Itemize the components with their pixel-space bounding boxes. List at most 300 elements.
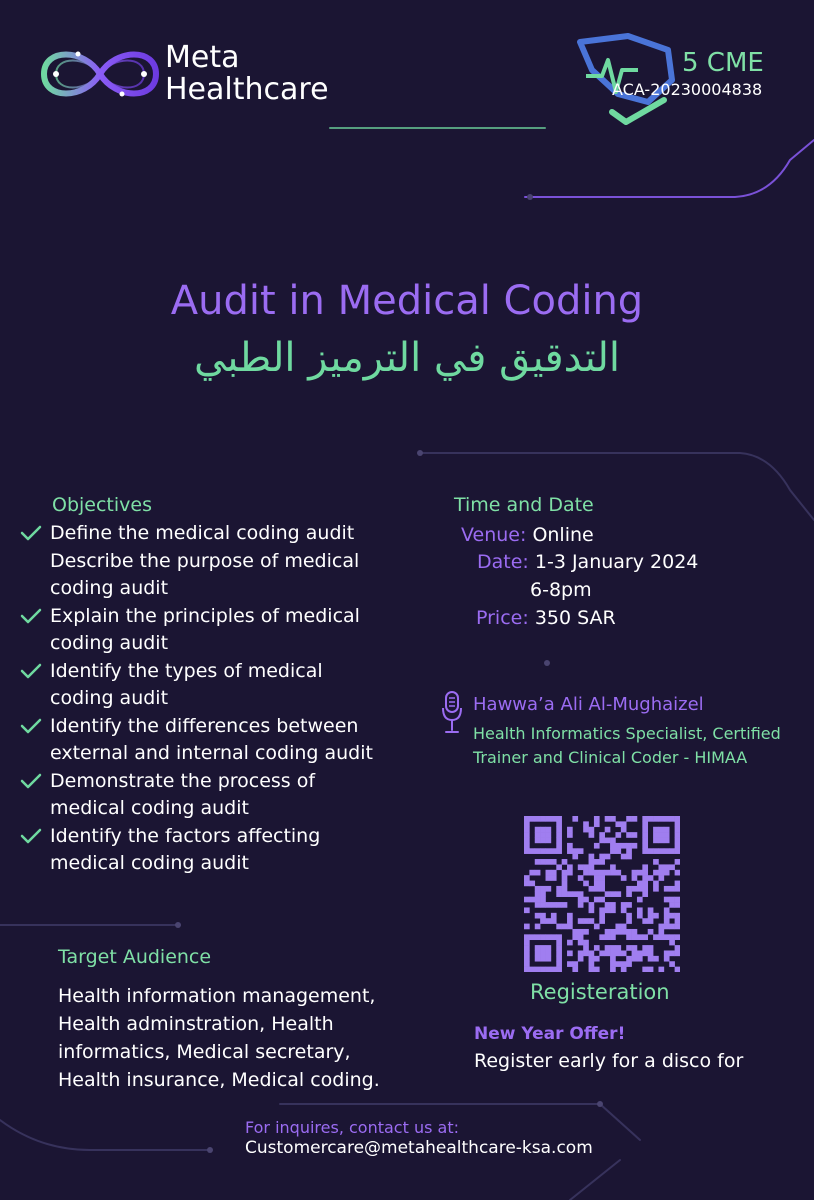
qr-module (621, 929, 627, 935)
accreditation-badge-icon (568, 30, 688, 126)
qr-module (535, 891, 541, 897)
qr-module (546, 838, 552, 844)
qr-module (605, 934, 611, 940)
qr-module (626, 918, 632, 924)
qr-module (632, 929, 638, 935)
qr-module (594, 843, 600, 849)
qr-module (669, 950, 675, 956)
qr-module (610, 870, 616, 876)
qr-module (605, 816, 611, 822)
qr-module (653, 956, 659, 962)
qr-module (567, 924, 573, 930)
qr-module (535, 924, 541, 930)
microphone-icon (440, 690, 464, 736)
qr-module (562, 924, 568, 930)
qr-module (524, 940, 530, 946)
qr-module (524, 961, 530, 967)
offer-text: Register early for a disco for (474, 1050, 744, 1072)
qr-module (529, 816, 535, 822)
qr-module (632, 956, 638, 962)
qr-module (642, 864, 648, 870)
qr-module (642, 870, 648, 876)
qr-module (653, 886, 659, 892)
qr-module (529, 897, 535, 903)
qr-module (540, 945, 546, 951)
qr-module (664, 827, 670, 833)
qr-module (524, 881, 530, 887)
qr-module (556, 961, 562, 967)
qr-module (615, 961, 621, 967)
schedule-heading: Time and Date (454, 494, 594, 516)
qr-module (551, 859, 557, 865)
qr-module (675, 827, 680, 833)
offer-title: New Year Offer! (474, 1024, 626, 1044)
qr-module (524, 832, 530, 838)
qr-module (648, 945, 654, 951)
qr-module (594, 967, 600, 972)
qr-module (546, 902, 552, 908)
qr-module (632, 870, 638, 876)
qr-module (578, 929, 584, 935)
qr-module (664, 918, 670, 924)
qr-module (535, 902, 541, 908)
qr-module (589, 967, 595, 972)
qr-module (535, 967, 541, 972)
accreditation-code: ACA-20230004838 (612, 80, 763, 99)
qr-module (589, 832, 595, 838)
qr-module (524, 956, 530, 962)
qr-module (669, 934, 675, 940)
qr-module (524, 907, 530, 913)
qr-module (648, 816, 654, 822)
qr-module (594, 881, 600, 887)
qr-module (610, 838, 616, 844)
qr-module (572, 934, 578, 940)
qr-module (669, 913, 675, 919)
qr-module (546, 956, 552, 962)
qr-module (556, 886, 562, 892)
qr-module (546, 816, 552, 822)
qr-module (615, 848, 621, 854)
qr-module (599, 897, 605, 903)
qr-module (675, 848, 680, 854)
qr-module (578, 891, 584, 897)
qr-module (556, 967, 562, 972)
qr-module (599, 875, 605, 881)
qr-module (556, 902, 562, 908)
qr-module (589, 854, 595, 860)
qr-module (605, 945, 611, 951)
qr-module (621, 967, 627, 972)
qr-module (562, 886, 568, 892)
qr-module (648, 848, 654, 854)
qr-module (540, 913, 546, 919)
qr-module (567, 913, 573, 919)
qr-module (556, 816, 562, 822)
qr-module (572, 854, 578, 860)
qr-module (675, 816, 680, 822)
qr-module (572, 929, 578, 935)
price-value: 350 SAR (534, 607, 616, 629)
qr-module (642, 886, 648, 892)
qr-module (658, 816, 664, 822)
qr-module (556, 945, 562, 951)
qr-module (583, 929, 589, 935)
registration-label: Registeration (530, 980, 670, 1004)
price-row (476, 607, 616, 629)
qr-module (621, 924, 627, 930)
qr-module (675, 821, 680, 827)
cme-credits: 5 CME (682, 48, 764, 78)
objective-item (20, 823, 390, 878)
qr-module (637, 886, 643, 892)
qr-module (589, 827, 595, 833)
qr-module (658, 924, 664, 930)
qr-module (546, 859, 552, 865)
qr-module (599, 918, 605, 924)
qr-module (589, 870, 595, 876)
qr-module (648, 929, 654, 935)
course-title: Audit in Medical Coding (170, 278, 644, 324)
qr-module (621, 821, 627, 827)
qr-module (546, 967, 552, 972)
qr-module (637, 870, 643, 876)
registration-qr-code[interactable] (524, 816, 680, 972)
qr-module (546, 848, 552, 854)
qr-module (546, 950, 552, 956)
qr-module (648, 950, 654, 956)
qr-module (669, 848, 675, 854)
qr-module (642, 821, 648, 827)
audience-text: Health information management, Health adminstration, Health informatics, Medical secretary, Health insurance, Medical coding. (58, 985, 380, 1091)
qr-module (572, 816, 578, 822)
infinity-logo-icon (36, 42, 164, 106)
objective-item (20, 768, 390, 823)
qr-module (648, 956, 654, 962)
qr-module (653, 859, 659, 865)
qr-module (610, 816, 616, 822)
qr-module (599, 854, 605, 860)
qr-module (589, 961, 595, 967)
qr-module (567, 870, 573, 876)
qr-module (562, 891, 568, 897)
qr-module (583, 870, 589, 876)
qr-module (551, 816, 557, 822)
qr-module (675, 832, 680, 838)
qr-module (556, 848, 562, 854)
qr-module (578, 934, 584, 940)
qr-module (675, 967, 680, 972)
qr-module (583, 864, 589, 870)
qr-module (540, 918, 546, 924)
qr-module (540, 897, 546, 903)
qr-module (626, 913, 632, 919)
qr-module (594, 816, 600, 822)
qr-module (583, 950, 589, 956)
qr-module (535, 950, 541, 956)
qr-module (551, 870, 557, 876)
qr-module (567, 832, 573, 838)
qr-module (669, 897, 675, 903)
qr-module (610, 956, 616, 962)
qr-module (610, 902, 616, 908)
qr-module (535, 838, 541, 844)
qr-module (599, 913, 605, 919)
qr-module (621, 907, 627, 913)
qr-module (626, 934, 632, 940)
objective-text: Explain the principles of medical coding audit (50, 604, 360, 654)
qr-module (540, 832, 546, 838)
qr-module (578, 918, 584, 924)
qr-module (642, 918, 648, 924)
qr-module (610, 945, 616, 951)
qr-module (599, 907, 605, 913)
qr-module (556, 934, 562, 940)
qr-module (567, 918, 573, 924)
qr-module (529, 870, 535, 876)
qr-module (605, 870, 611, 876)
checkmark-icon (20, 524, 42, 542)
qr-module (567, 891, 573, 897)
checkmark-icon (20, 662, 42, 680)
qr-module (599, 886, 605, 892)
qr-module (583, 881, 589, 887)
qr-module (556, 832, 562, 838)
qr-module (675, 902, 680, 908)
qr-module (615, 945, 621, 951)
qr-module (546, 870, 552, 876)
objective-item (20, 658, 390, 713)
qr-module (599, 870, 605, 876)
qr-module (642, 950, 648, 956)
qr-module (605, 854, 611, 860)
qr-module (675, 843, 680, 849)
qr-module (556, 838, 562, 844)
qr-module (599, 950, 605, 956)
qr-module (583, 940, 589, 946)
objective-item (20, 548, 390, 603)
qr-module (615, 821, 621, 827)
qr-module (551, 934, 557, 940)
qr-module (626, 956, 632, 962)
objective-text: Identify the factors affecting medical coding audit (50, 824, 321, 874)
qr-module (551, 967, 557, 972)
audience-heading: Target Audience (58, 946, 212, 968)
qr-module (664, 886, 670, 892)
qr-module (664, 848, 670, 854)
qr-module (551, 918, 557, 924)
qr-module (658, 967, 664, 972)
qr-module (599, 934, 605, 940)
qr-module (658, 864, 664, 870)
qr-module (615, 950, 621, 956)
qr-module (610, 907, 616, 913)
qr-module (637, 956, 643, 962)
qr-module (567, 827, 573, 833)
qr-module (675, 838, 680, 844)
qr-module (675, 886, 680, 892)
qr-module (615, 924, 621, 930)
qr-module (615, 870, 621, 876)
qr-module (524, 950, 530, 956)
qr-module (632, 832, 638, 838)
qr-module (658, 832, 664, 838)
qr-module (540, 967, 546, 972)
qr-module (626, 929, 632, 935)
qr-module (626, 816, 632, 822)
qr-module (594, 870, 600, 876)
checkmark-icon (20, 717, 42, 735)
qr-module (535, 913, 541, 919)
objective-item (20, 520, 390, 548)
qr-module (551, 913, 557, 919)
date-value: 1-3 January 2024 (534, 551, 699, 573)
qr-module (583, 821, 589, 827)
qr-module (621, 902, 627, 908)
qr-module (535, 886, 541, 892)
qr-module (551, 902, 557, 908)
qr-module (675, 918, 680, 924)
qr-module (626, 891, 632, 897)
venue-value: Online (532, 524, 594, 546)
qr-module (529, 967, 535, 972)
qr-module (637, 950, 643, 956)
qr-module (658, 838, 664, 844)
qr-module (605, 902, 611, 908)
objectives-heading: Objectives (52, 494, 152, 516)
qr-module (675, 881, 680, 887)
qr-module (610, 843, 616, 849)
qr-module (669, 816, 675, 822)
qr-module (556, 827, 562, 833)
objective-text: Describe the purpose of medical coding audit (50, 549, 360, 599)
date-row (477, 551, 698, 573)
qr-module (610, 929, 616, 935)
qr-module (642, 875, 648, 881)
qr-module (664, 832, 670, 838)
qr-module (594, 886, 600, 892)
contact-email-link[interactable]: Customercare@metahealthcare-ksa.com (245, 1138, 593, 1158)
qr-module (594, 821, 600, 827)
price-label: Price: (476, 607, 529, 629)
qr-module (605, 827, 611, 833)
qr-module (675, 934, 680, 940)
qr-module (632, 816, 638, 822)
course-title-arabic: التدقيق في الترميز الطبي (193, 335, 621, 381)
qr-module (664, 897, 670, 903)
time-row (530, 579, 592, 601)
qr-module (556, 891, 562, 897)
qr-module (642, 891, 648, 897)
objective-text: Identify the types of medical coding audit (50, 659, 323, 709)
objective-text: Define the medical coding audit (50, 522, 355, 544)
qr-module (599, 838, 605, 844)
qr-module (658, 934, 664, 940)
qr-module (599, 859, 605, 865)
qr-module (556, 843, 562, 849)
qr-module (658, 848, 664, 854)
qr-module (594, 897, 600, 903)
objective-text: Identify the differences between external and internal coding audit (50, 714, 373, 764)
contact-prompt: For inquires, contact us at: (245, 1118, 459, 1137)
qr-module (664, 816, 670, 822)
qr-module (637, 913, 643, 919)
qr-module (556, 956, 562, 962)
qr-module (535, 870, 541, 876)
checkmark-icon (20, 827, 42, 845)
qr-module (572, 891, 578, 897)
qr-module (572, 961, 578, 967)
qr-module (535, 832, 541, 838)
qr-module (589, 902, 595, 908)
qr-module (610, 961, 616, 967)
qr-module (621, 854, 627, 860)
qr-module (535, 897, 541, 903)
qr-module (578, 956, 584, 962)
qr-module (675, 897, 680, 903)
qr-module (653, 913, 659, 919)
qr-module (583, 918, 589, 924)
qr-module (610, 864, 616, 870)
qr-module (610, 934, 616, 940)
qr-module (615, 832, 621, 838)
objective-text: Demonstrate the process of medical coding audit (50, 769, 316, 819)
qr-module (562, 859, 568, 865)
qr-module (675, 945, 680, 951)
qr-module (669, 924, 675, 930)
qr-module (578, 940, 584, 946)
qr-module (642, 881, 648, 887)
qr-module (615, 891, 621, 897)
qr-module (578, 848, 584, 854)
qr-module (632, 843, 638, 849)
date-label: Date: (477, 551, 529, 573)
qr-module (648, 967, 654, 972)
qr-module (546, 934, 552, 940)
qr-module (572, 967, 578, 972)
qr-module (658, 875, 664, 881)
qr-module (556, 821, 562, 827)
objectives-list (20, 520, 390, 878)
qr-module (675, 870, 680, 876)
qr-module (546, 832, 552, 838)
qr-module (642, 838, 648, 844)
qr-module (589, 864, 595, 870)
qr-module (524, 821, 530, 827)
qr-module (594, 875, 600, 881)
qr-module (637, 897, 643, 903)
qr-module (583, 827, 589, 833)
qr-module (540, 956, 546, 962)
qr-module (540, 891, 546, 897)
qr-module (669, 961, 675, 967)
qr-module (642, 827, 648, 833)
qr-module (605, 838, 611, 844)
qr-module (524, 816, 530, 822)
qr-module (653, 881, 659, 887)
qr-module (535, 827, 541, 833)
qr-module (546, 827, 552, 833)
qr-module (610, 967, 616, 972)
qr-module (594, 859, 600, 865)
qr-module (572, 848, 578, 854)
qr-module (540, 816, 546, 822)
qr-module (605, 907, 611, 913)
qr-module (642, 945, 648, 951)
qr-module (610, 891, 616, 897)
qr-module (589, 950, 595, 956)
qr-module (540, 848, 546, 854)
